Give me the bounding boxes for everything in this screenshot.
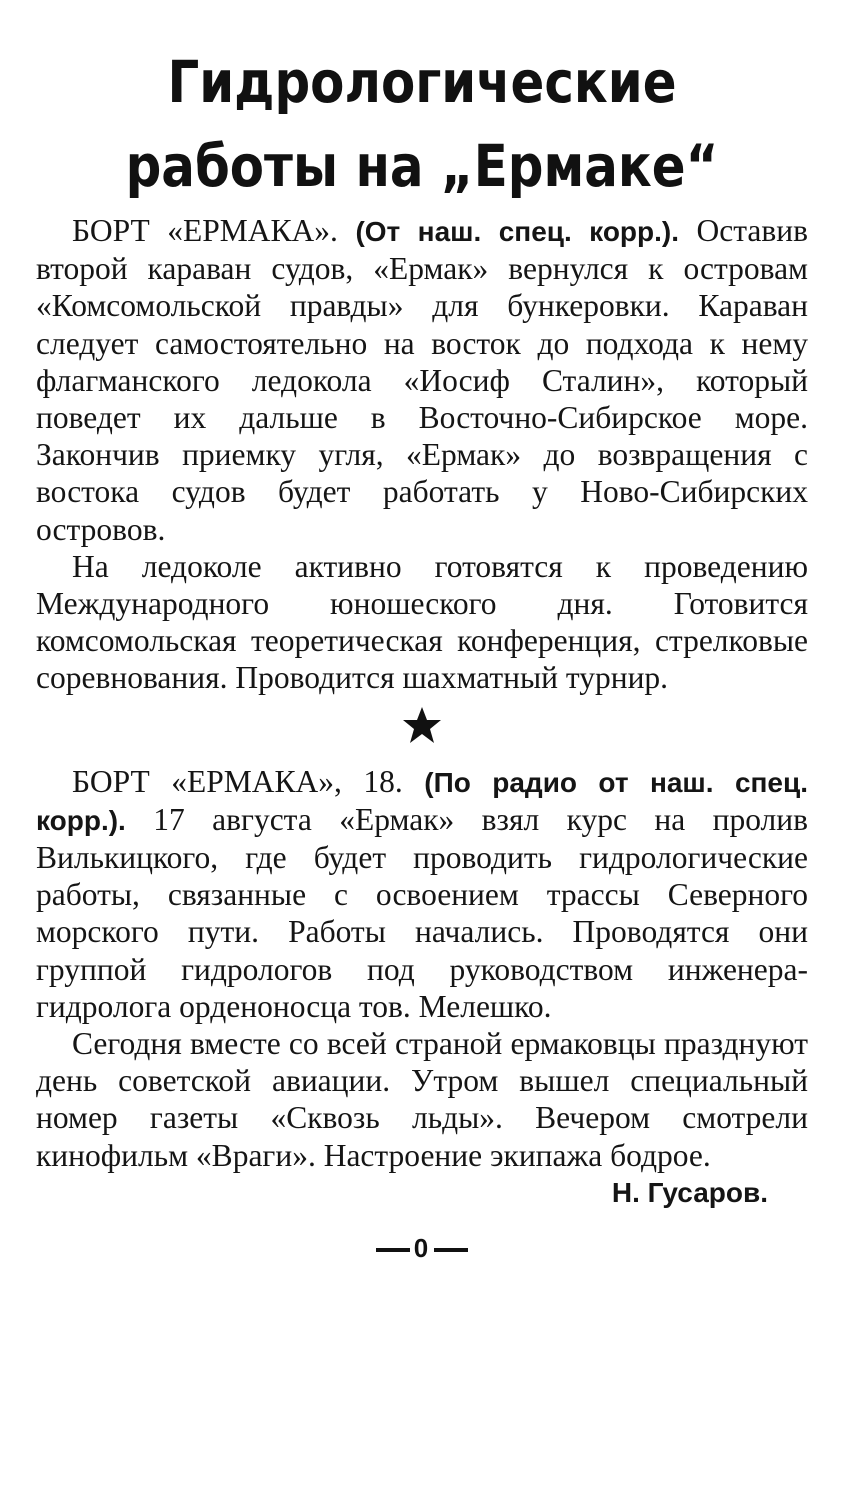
section-1-credit: (От наш. спец. корр.). [355,216,680,247]
end-divider [36,1233,808,1264]
divider-mark: 0 [413,1233,431,1264]
headline-line-2: работы на „Ермаке“ [125,132,719,200]
article-section-1 [36,212,808,697]
divider-rule-right [434,1248,468,1252]
section-1-body-1: Оставив второй караван судов, «Ермак» вернулся к островам «Комсомольской правды» для бункеровки. Караван следует самостоятельно на восток до подхода к нему флагманского ледокола «Иосиф Сталин», который поведет их дальше в Восточно-Сибирское море. Закончив приемку угля, «Ермак» до возвращения с востока судов будет работать у Ново-Сибирских островов. [36,213,808,547]
section-1-paragraph-1 [36,212,808,548]
star-icon [402,705,442,745]
section-2-paragraph-1 [36,763,808,1025]
section-1-paragraph-2: На ледоколе активно готовятся к проведению Международного юношеского дня. Готовится комсомольская теоретическая конференция, стрелковые соревнования. Проводится шахматный турнир. [36,548,808,696]
author-signature: Н. Гусаров. [611,1176,768,1208]
section-2-body-2: Сегодня вместе со всей страной ермаковцы празднуют день советской авиации. Утром вышел специальный номер газеты «Сквозь льды». Вечером смотрели кинофильм «Враги». Настроение экипажа бодрое. [36,1026,808,1173]
divider-rule-left [376,1248,410,1252]
article-section-2 [36,763,808,1211]
section-2-dateline: БОРТ «ЕРМАКА», 18. [72,763,403,799]
section-2-credit: (По радио от наш. спец. корр.). [36,766,808,836]
section-separator [36,705,808,757]
section-2-body-1: 17 августа «Ермак» взял курс на пролив Вилькицкого, где будет проводить гидрологические работы, связанные с освоением трассы Северного морского пути. Работы начались. Проводятся они группой гидрологов под руководством инженера-гидролога орденоносца тов. Мелешко. [36,801,809,1024]
headline-line-1: Гидрологические [167,48,677,116]
section-2-paragraph-2 [36,1025,808,1208]
headline [90,40,754,208]
section-1-dateline: БОРТ «ЕРМАКА». [72,213,338,248]
